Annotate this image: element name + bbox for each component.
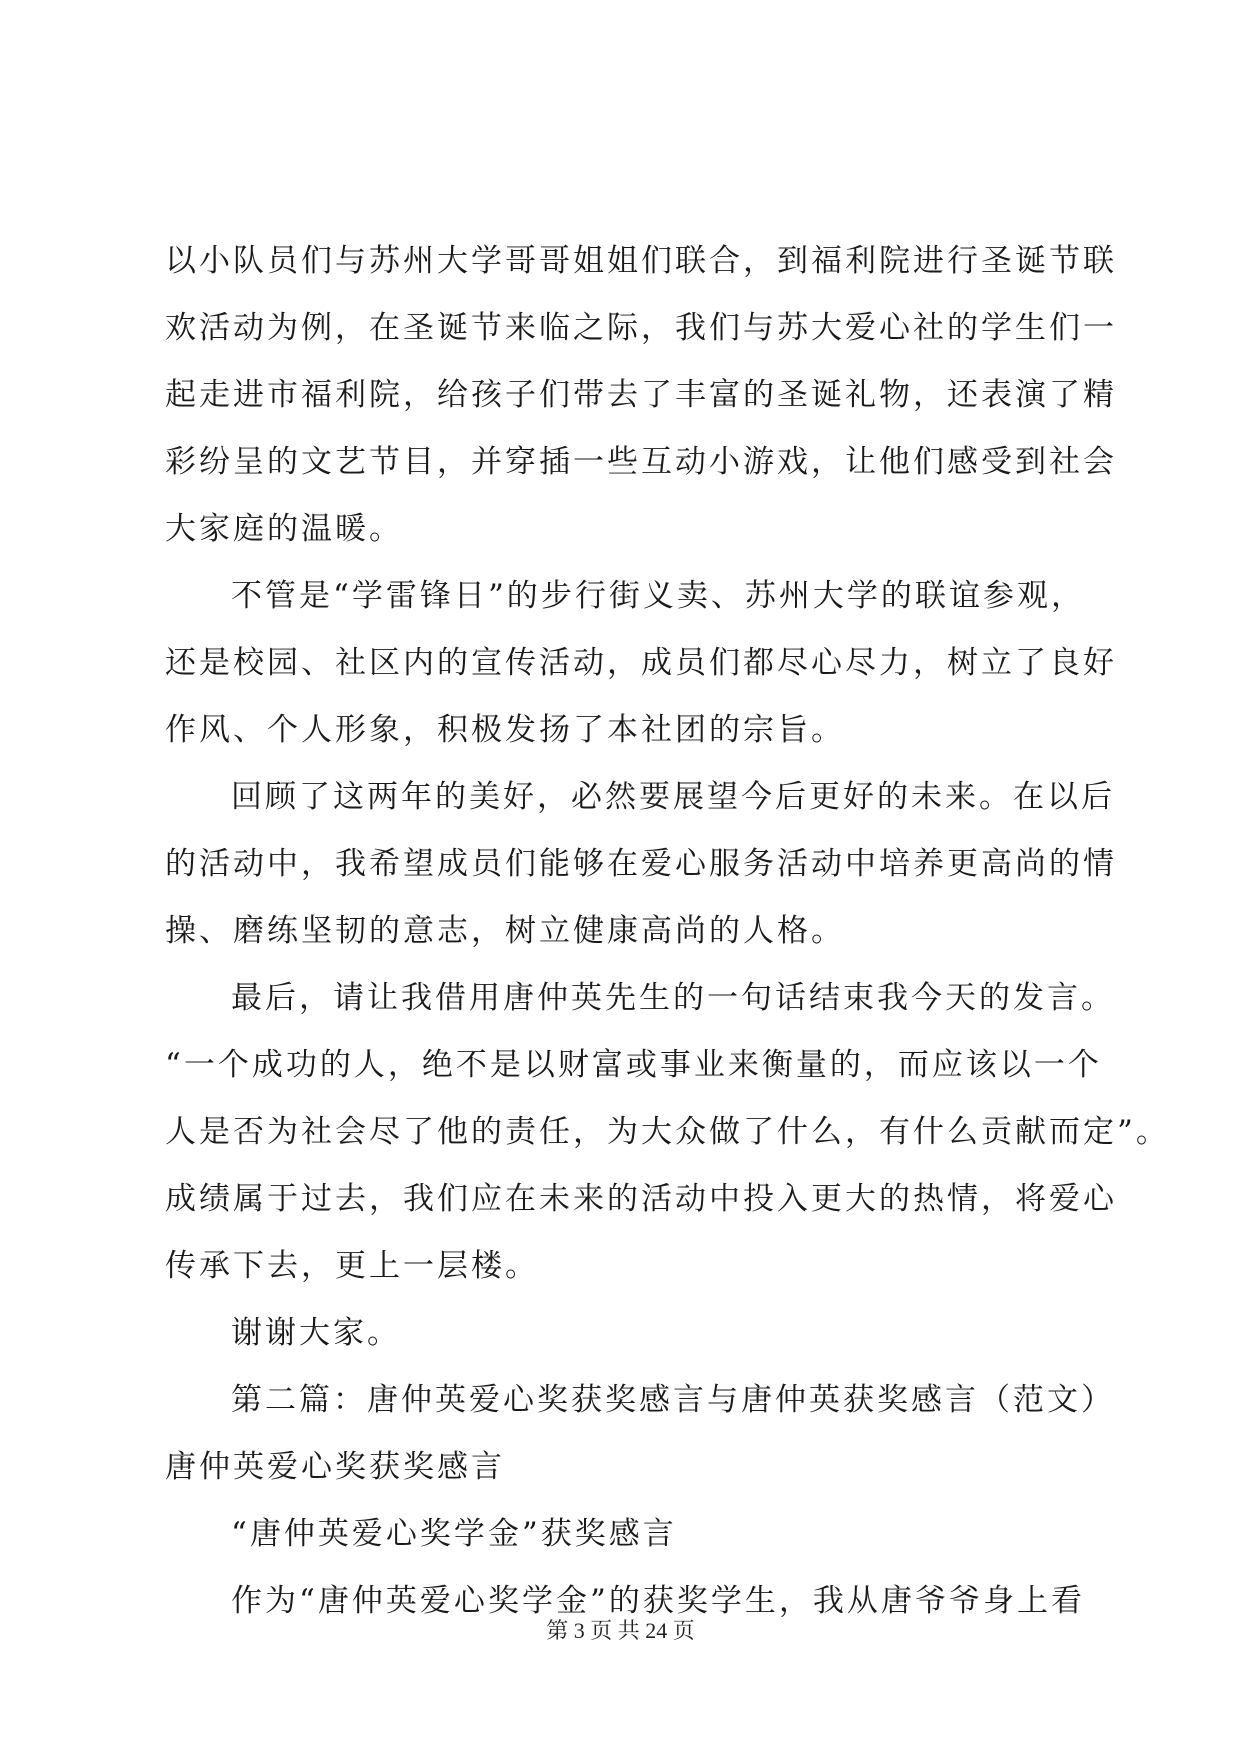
text-line: 欢活动为例，在圣诞节来临之际，我们与苏大爱心社的学生们一	[165, 310, 1117, 346]
text-line: 作为“唐仲英爱心奖学金”的获奖学生，我从唐爷爷身上看	[231, 1583, 1085, 1619]
text-line: 回顾了这两年的美好，必然要展望今后更好的未来。在以后	[231, 779, 1115, 815]
page-footer: 第 3 页 共 24 页	[546, 1618, 695, 1643]
text-line: 传承下去，更上一层楼。	[165, 1248, 539, 1284]
body-text	[165, 228, 1170, 1635]
text-line: 大家庭的温暖。	[165, 511, 403, 547]
text-line: 以小队员们与苏州大学哥哥姐姐们联合，到福利院进行圣诞节联	[165, 243, 1117, 279]
text-line: 不管是“学雷锋日”的步行街义卖、苏州大学的联谊参观，	[231, 578, 1085, 614]
text-line: 彩纷呈的文艺节目，并穿插一些互动小游戏，让他们感受到社会	[165, 444, 1117, 480]
text-line: 人是否为社会尽了他的责任，为大众做了什么，有什么贡献而定”。	[165, 1114, 1170, 1150]
text-line: “唐仲英爱心奖学金”获奖感言	[231, 1516, 677, 1552]
text-line: 作风、个人形象，积极发扬了本社团的宗旨。	[165, 712, 845, 748]
text-line: 最后，请让我借用唐仲英先生的一句话结束我今天的发言。	[231, 980, 1115, 1016]
text-line: 谢谢大家。	[231, 1315, 401, 1351]
text-line: “一个成功的人，绝不是以财富或事业来衡量的，而应该以一个	[165, 1047, 1102, 1083]
text-line: 起走进市福利院，给孩子们带去了丰富的圣诞礼物，还表演了精	[165, 377, 1117, 413]
text-line: 第二篇：唐仲英爱心奖获奖感言与唐仲英获奖感言（范文）	[231, 1382, 1115, 1418]
text-line: 唐仲英爱心奖获奖感言	[165, 1449, 505, 1485]
text-line: 的活动中，我希望成员们能够在爱心服务活动中培养更高尚的情	[165, 846, 1117, 882]
text-line: 操、磨练坚韧的意志，树立健康高尚的人格。	[165, 913, 845, 949]
text-line: 成绩属于过去，我们应在未来的活动中投入更大的热情，将爱心	[165, 1181, 1117, 1217]
text-line: 还是校园、社区内的宣传活动，成员们都尽心尽力，树立了良好	[165, 645, 1117, 681]
